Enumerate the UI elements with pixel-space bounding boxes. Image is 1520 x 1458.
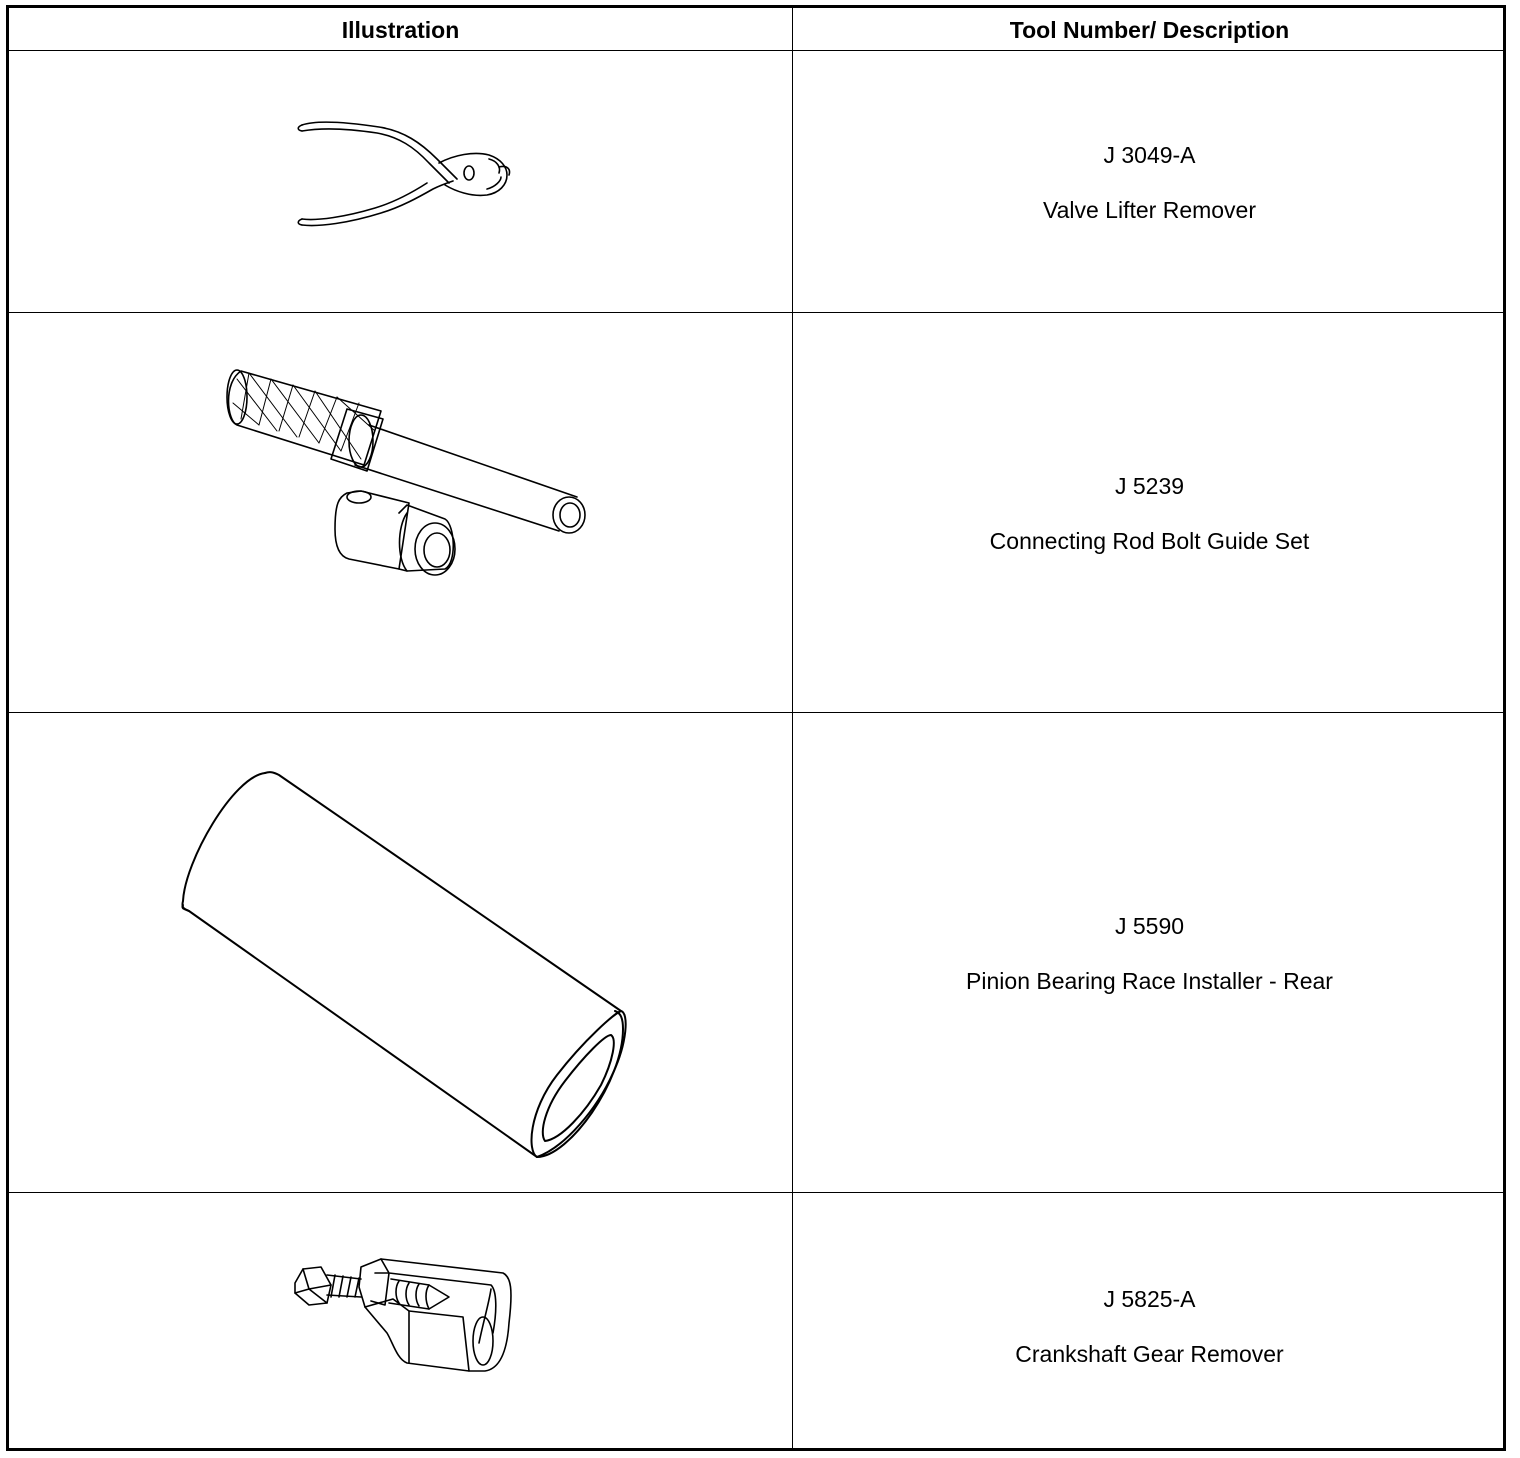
gear-puller-icon xyxy=(9,1193,792,1451)
tool-number: J 5239 xyxy=(1114,473,1185,499)
description-cell xyxy=(793,313,1506,712)
header-illustration: Illustration xyxy=(341,16,460,43)
illustration-cell xyxy=(9,313,792,712)
description-cell xyxy=(793,1193,1506,1451)
illustration-cell xyxy=(9,713,792,1192)
description-cell xyxy=(793,51,1506,312)
table-row xyxy=(9,713,1503,1192)
tool-number: J 5825-A xyxy=(1103,1286,1196,1312)
tube-installer-icon xyxy=(9,713,792,1192)
tool-number: J 3049-A xyxy=(1103,142,1196,168)
tool-description: Connecting Rod Bolt Guide Set xyxy=(989,528,1310,554)
table-row xyxy=(9,313,1503,712)
table-row xyxy=(9,1193,1503,1451)
tool-description: Pinion Bearing Race Installer - Rear xyxy=(966,968,1333,994)
illustration-cell xyxy=(9,51,792,312)
tool-description: Crankshaft Gear Remover xyxy=(1015,1341,1284,1367)
tool-number: J 5590 xyxy=(1114,913,1185,939)
tool-description: Valve Lifter Remover xyxy=(1042,197,1257,223)
description-cell xyxy=(793,713,1506,1192)
pliers-icon xyxy=(9,51,792,312)
bolt-guide-set-icon xyxy=(9,313,792,712)
illustration-cell xyxy=(9,1193,792,1451)
header-tool-number-description: Tool Number/ Description xyxy=(1009,16,1290,43)
tool-table xyxy=(6,5,1506,1451)
table-row xyxy=(9,51,1503,312)
